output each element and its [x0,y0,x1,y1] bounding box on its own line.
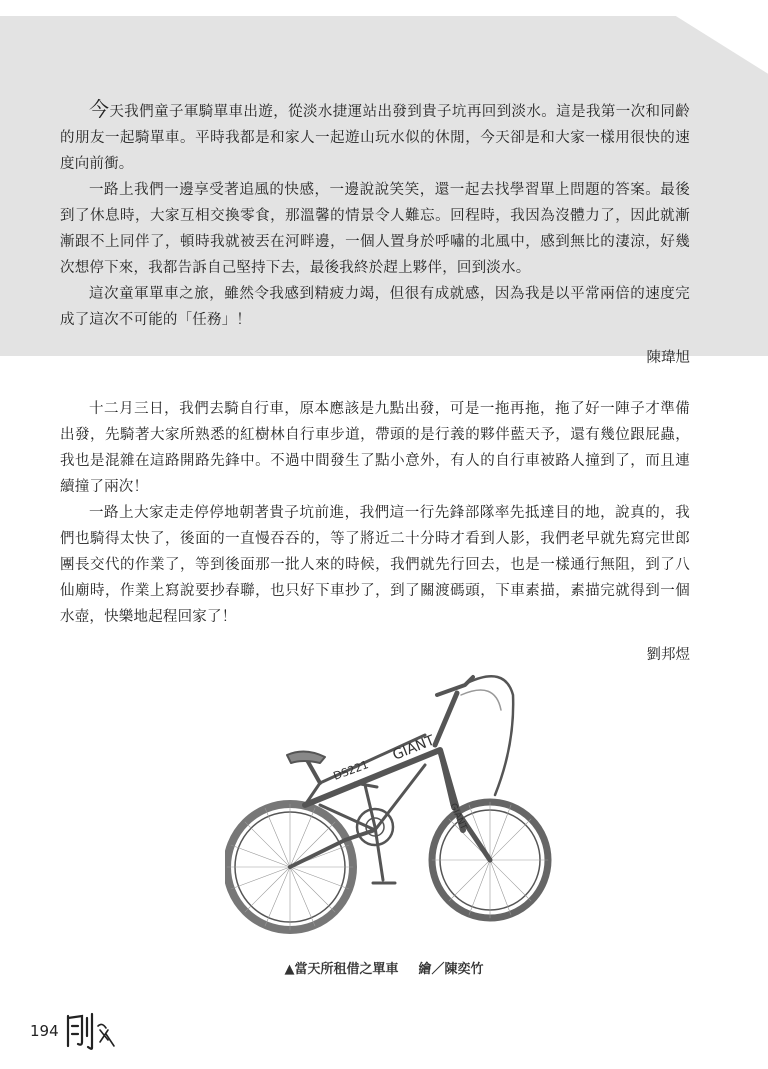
essay-1-paragraph-3: 這次童軍單車之旅，雖然令我感到精疲力竭，但很有成就感，因為我是以平常兩倍的速度完成了這次不可能的「任務」！ [60,286,690,328]
figure-caption [0,958,768,977]
essay-1-paragraph-2: 一路上我們一邊享受著追風的快感，一邊說說笑笑，還一起去找學習單上問題的答案。最後到了休息時，大家互相交換零食，那溫馨的情景令人難忘。回程時，我因為沒體力了，因此就漸漸跟不上同伴了，頓時我就被丟在河畔邊，一個人置身於呼嘯的北風中，感到無比的淒涼，好幾次想停下來，我都告訴自己堅持下去，最後我終於趕上夥伴，回到淡水。 [60,182,690,276]
caption-credit: 繪／陳奕竹 [418,962,484,977]
bicycle-sketch [225,655,555,940]
fork-brand-label: GIANT [447,802,469,832]
essay-1-author: 陳瑋旭 [646,350,690,366]
essay-2 [60,396,690,668]
essay-1-paragraph-1: 今天我們童子軍騎單車出遊，從淡水捷運站出發到貴子坑再回到淡水。這是我第一次和同齡的朋友一起騎單車。平時我都是和家人一起遊山玩水似的休閒，今天卻是和大家一樣用很快的速度向前衝。 [60,97,691,172]
essay-1 [60,96,690,371]
essay-2-author: 劉邦煜 [646,647,690,663]
calligraphy-logo [66,1012,116,1050]
essay-2-paragraph-2: 一路上大家走走停停地朝著貴子坑前進，我們這一行先鋒部隊率先抵達目的地，說真的，我們也騎得太快了，後面的一直慢吞吞的，等了將近二十分時才看到人影，我們老早就先寫完世郎團長交代的作業了，等到後面那一批人來的時候，我們就先行回去，也是一樣通行無阻，到了八仙廟時，作業上寫說要抄春聯，也只好下車抄了，到了關渡碼頭，下車素描，素描完就得到一個水壺，快樂地起程回家了！ [60,505,690,625]
page-number: 194 [30,1022,59,1040]
frame-brand-label: GIANT [390,732,437,764]
essay-2-paragraph-1: 十二月三日，我們去騎自行車，原本應該是九點出發，可是一拖再拖，拖了好一陣子才準備出發，先騎著大家所熟悉的紅樹林自行車步道，帶頭的是行義的夥伴藍天予，還有幾位跟屁蟲，我也是混雜在這路開路先鋒中。不過中間發生了點小意外，有人的自行車被路人撞到了，而且連續撞了兩次！ [60,401,690,495]
caption-text: ▲當天所租借之單車 [284,962,399,977]
frame-model-label: DS221 [331,758,371,783]
